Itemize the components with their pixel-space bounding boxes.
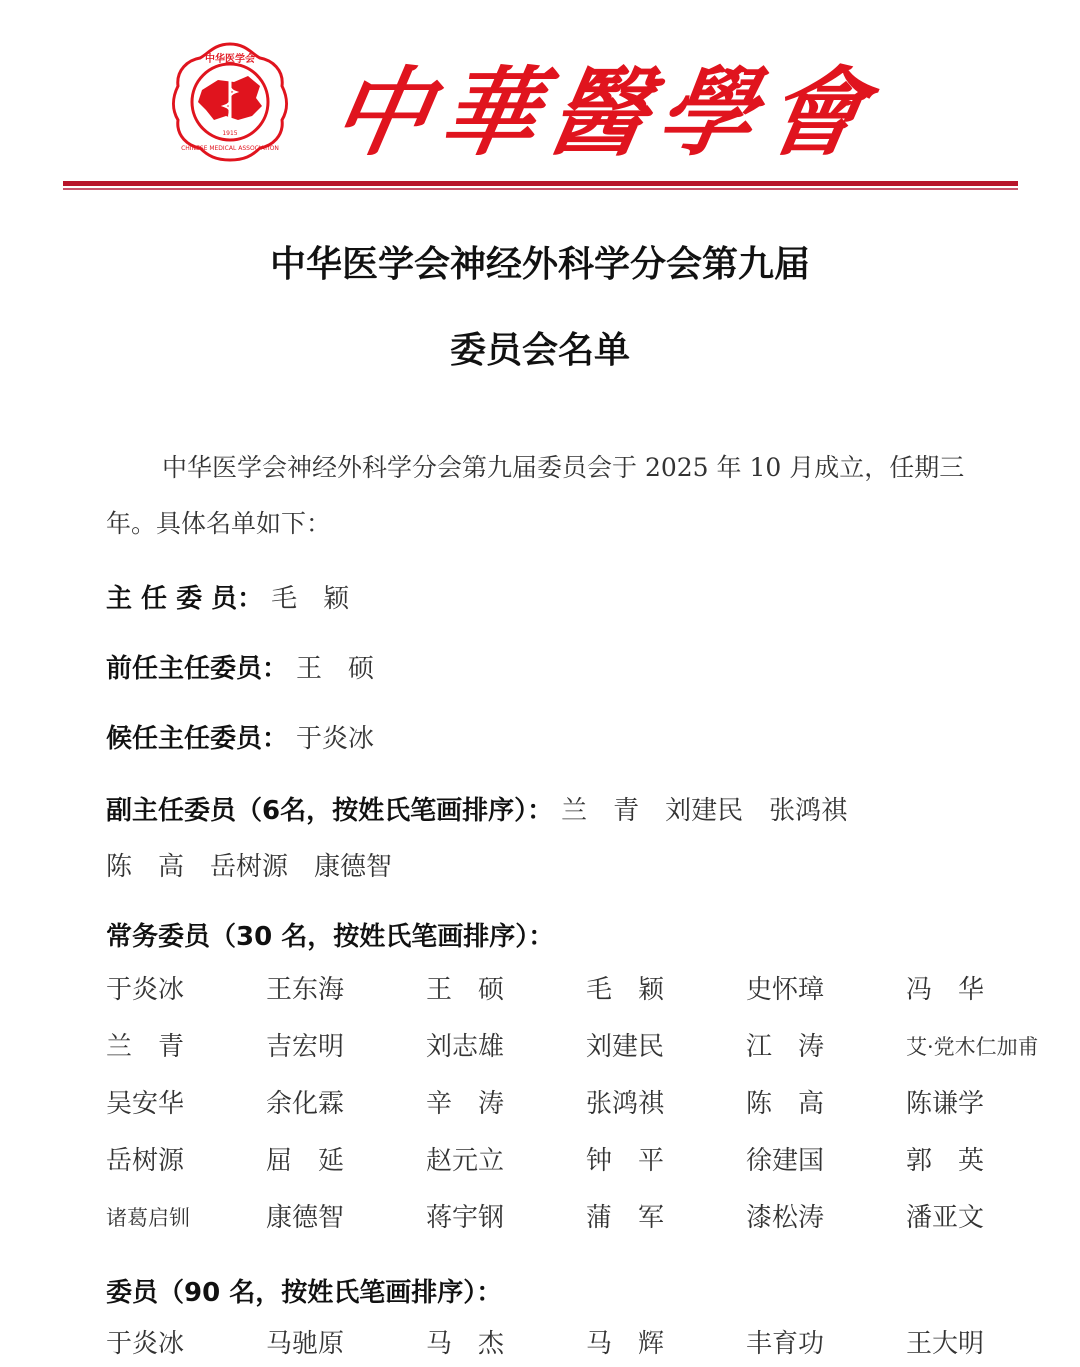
- chair-elect-row: [106, 718, 374, 755]
- brand-char: 學: [649, 55, 766, 169]
- member-name: 艾·党木仁加甫: [906, 1035, 1039, 1059]
- standing-members-heading: [106, 916, 554, 953]
- intro-paragraph: 中华医学会神经外科学分会第九届委员会于 2025 年 10 月成立，任期三年。具体名单如下：: [106, 453, 965, 538]
- member-name: 陈 高: [746, 1089, 825, 1119]
- vice-chairs-row-2: [106, 846, 392, 883]
- member-name: 毛 颖: [586, 975, 665, 1005]
- svg-text:CHINESE MEDICAL ASSOCIATION: CHINESE MEDICAL ASSOCIATION: [181, 145, 279, 152]
- letterhead: [0, 0, 1080, 200]
- member-name: 陈谦学: [906, 1089, 985, 1119]
- member-name: 张鸿祺: [586, 1089, 665, 1119]
- member-name: 吴安华: [106, 1089, 185, 1119]
- svg-text:1915: 1915: [222, 130, 238, 137]
- members-heading: [106, 1272, 502, 1309]
- member-name: 王大明: [906, 1329, 985, 1359]
- member-name: 刘志雄: [426, 1032, 505, 1062]
- vice-chairs-names-line1: 兰 青 刘建民 张鸿祺: [561, 796, 848, 826]
- member-name: 康德智: [266, 1203, 345, 1233]
- member-name: 于炎冰: [106, 1329, 185, 1359]
- member-name: 辛 涛: [426, 1089, 505, 1119]
- header-rule-thick: [63, 181, 1018, 186]
- member-name: 于炎冰: [106, 975, 185, 1005]
- member-name: 马驰原: [266, 1329, 345, 1359]
- past-chair-row: [106, 648, 374, 685]
- member-name: 刘建民: [586, 1032, 665, 1062]
- chair-elect-name: 于炎冰: [296, 724, 375, 754]
- member-name: 马 杰: [426, 1329, 505, 1359]
- brand-char: 會: [757, 55, 874, 169]
- chair-row: [106, 578, 349, 615]
- member-name: 余化霖: [266, 1089, 345, 1119]
- member-name: 史怀璋: [746, 975, 825, 1005]
- member-name: 马 辉: [586, 1329, 665, 1359]
- member-name: 徐建国: [746, 1146, 825, 1176]
- chair-elect-label: 候任主任委员：: [106, 724, 289, 754]
- member-name: 漆松涛: [746, 1203, 825, 1233]
- member-name: 吉宏明: [266, 1032, 345, 1062]
- standing-members-grid: [106, 974, 1039, 1259]
- past-chair-label: 前任主任委员：: [106, 654, 289, 684]
- brand-char: 中: [323, 55, 440, 169]
- brand-char: 醫: [540, 55, 657, 169]
- member-name: 赵元立: [426, 1146, 505, 1176]
- member-name: 江 涛: [746, 1032, 825, 1062]
- chair-label: 主 任 委 员：: [106, 584, 264, 614]
- member-name: 郭 英: [906, 1146, 985, 1176]
- member-name: 钟 平: [586, 1146, 665, 1176]
- member-name: 王东海: [266, 975, 345, 1005]
- member-name: 丰育功: [746, 1329, 825, 1359]
- member-name: 兰 青: [106, 1032, 185, 1062]
- member-name: 王 硕: [426, 975, 505, 1005]
- member-name: 诸葛启钏: [106, 1206, 190, 1230]
- vice-chairs-names-line2: 陈 高 岳树源 康德智: [106, 852, 393, 882]
- member-name: 冯 华: [906, 975, 985, 1005]
- brand-calligraphy: [324, 40, 877, 170]
- member-name: 潘亚文: [906, 1203, 985, 1233]
- member-name: 屈 延: [266, 1146, 345, 1176]
- vice-chairs-row: [106, 790, 847, 827]
- chair-name: 毛 颖: [271, 584, 350, 614]
- members-label: 委员（90 名，按姓氏笔画排序）：: [106, 1278, 503, 1308]
- member-name: 蒲 军: [586, 1203, 665, 1233]
- member-name: 蒋宇钢: [426, 1203, 505, 1233]
- vice-chairs-label: 副主任委员（6名，按姓氏笔画排序）：: [106, 796, 554, 826]
- header-rule-thin: [63, 188, 1018, 190]
- members-grid: [106, 1328, 996, 1367]
- standing-members-label: 常务委员（30 名，按姓氏笔画排序）：: [106, 922, 555, 952]
- member-name: 岳树源: [106, 1146, 185, 1176]
- document-title-line1: 中华医学会神经外科学分会第九届: [269, 244, 810, 285]
- svg-text:中华医学会: 中华医学会: [205, 54, 255, 65]
- document-title-line2: 委员会名单: [449, 330, 630, 371]
- chinese-medical-association-logo-icon: [168, 40, 292, 164]
- brand-char: 華: [432, 55, 549, 169]
- past-chair-name: 王 硕: [296, 654, 375, 684]
